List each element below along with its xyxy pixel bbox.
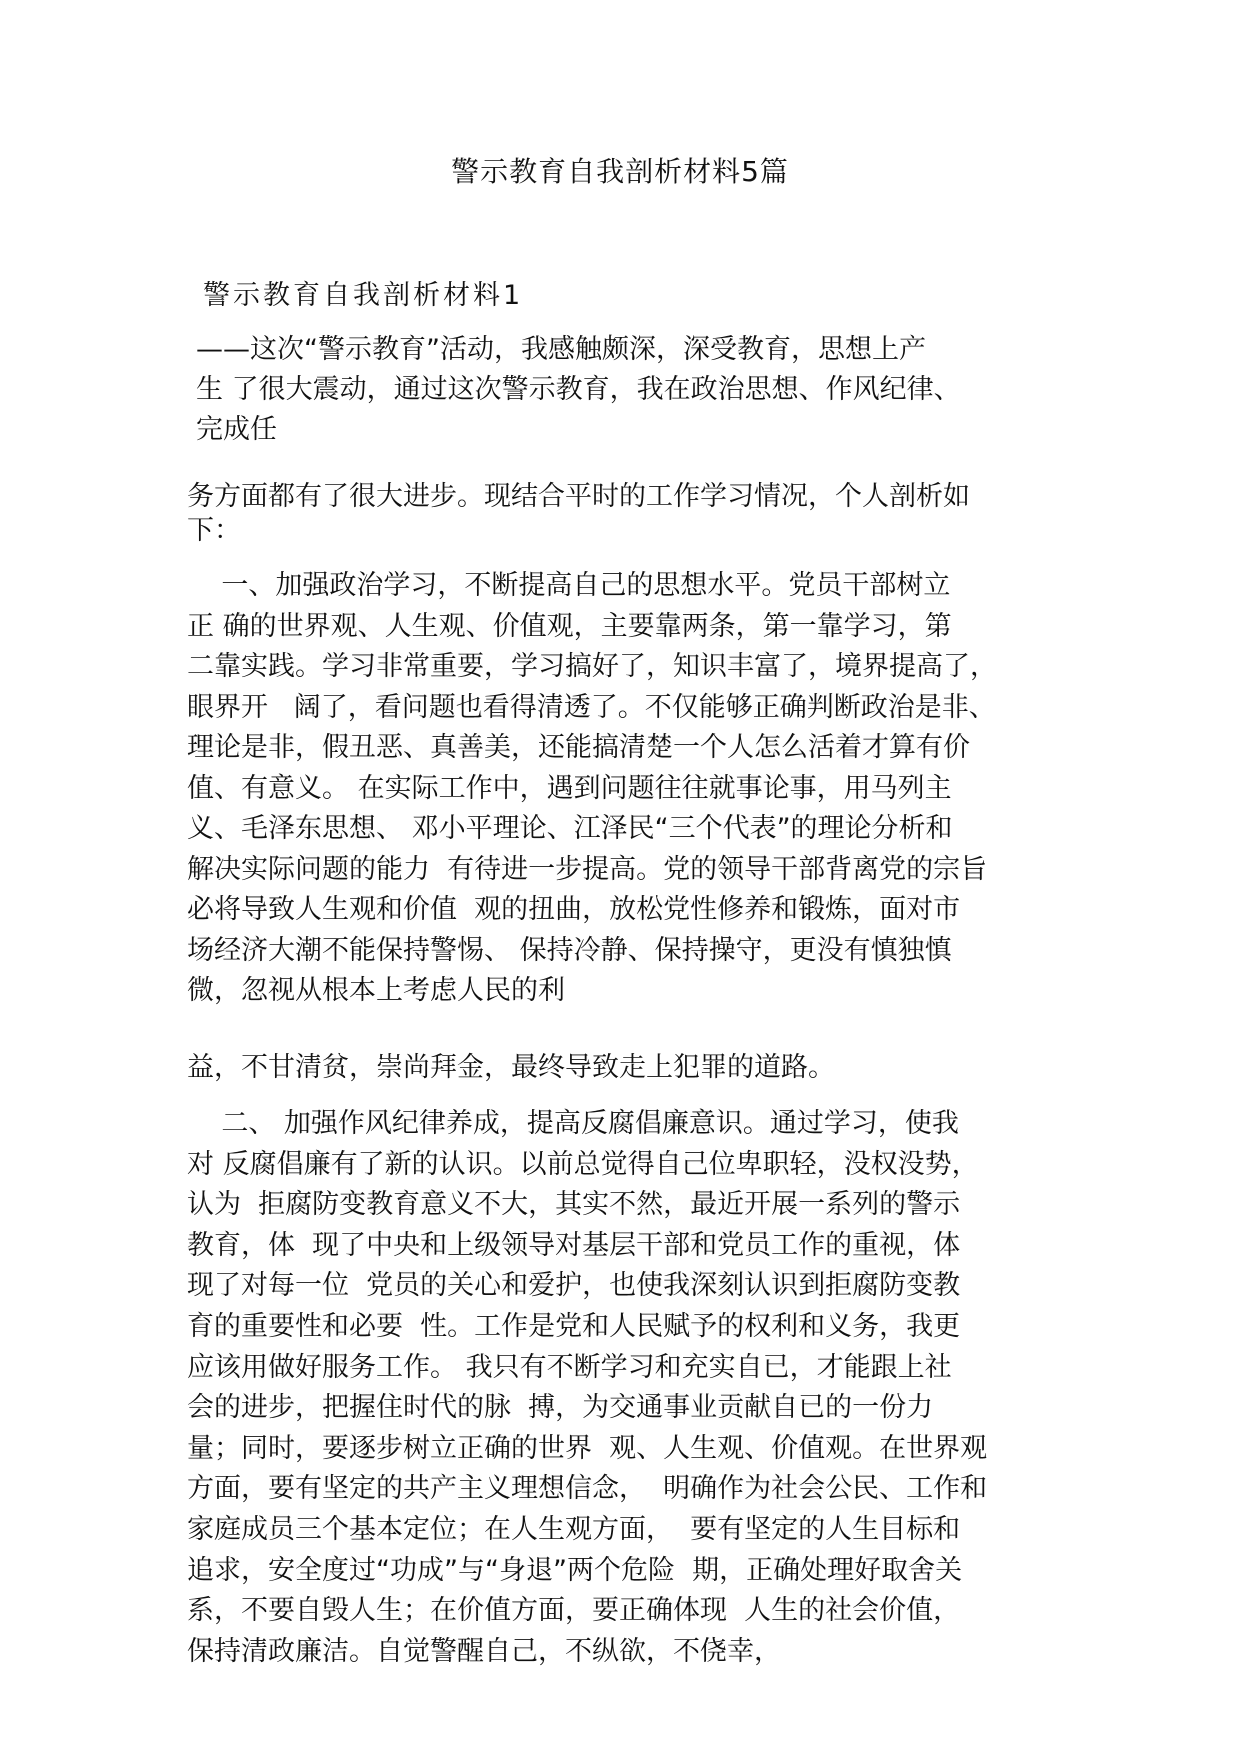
document-title: 警示教育自我剖析材料5篇 xyxy=(451,155,789,188)
section-heading: 警示教育自我剖析材料1 xyxy=(203,280,524,311)
paragraph-point-one: 一、加强政治学习，不断提高自己的思想水平。党员干部树立 正 确的世界观、人生观、价值观，主要靠两条，第一靠学习，第 二靠实践。学习非常重要，学习搞好了，知识丰富了，境界提高了， 眼界开 阔了，看问题也看得清透了。不仅能够正确判断政治是非、 理论是非，假丑恶、真善美，还能搞清楚一个人怎么活着才算有价 值、有意义。 在实际工作中，遇到问题往往就事论事，用马列主 义、毛泽东思想、 邓小平理论、江泽民“三个代表”的理论分析和 解决实际问题的能力 有待进一步提高。党的领导干部背离党的宗旨 必将导致人生观和价值 观的扭曲，放松党性修养和锻炼，面对市 场经济大潮不能保持警惕、 保持冷静、保持操守，更没有慎独慎 微，忽视从根本上考虑人民的利 xyxy=(187,570,997,1006)
paragraph-point-two: 二、 加强作风纪律养成，提高反腐倡廉意识。通过学习，使我 对 反腐倡廉有了新的认识。以前总觉得自己位卑职轻，没权没势， 认为 拒腐防变教育意义不大，其实不然，最近开展一系列的警示 教育，体 现了中央和上级领导对基层干部和党员工作的重视，体 现了对每一位 党员的关心和爱护，也使我深刻认识到拒腐防变教 育的重要性和必要 性。工作是党和人民赋予的权利和义务，我更 应该用做好服务工作。 我只有不断学习和充实自已，才能跟上社 会的进步，把握住时代的脉 搏，为交通事业贡献自已的一份力 量；同时，要逐步树立正确的世界 观、人生观、价值观。在世界观 方面，要有坚定的共产主义理想信念， 明确作为社会公民、工作和 家庭成员三个基本定位；在人生观方面， 要有坚定的人生目标和 追求，安全度过“功成”与“身退”两个危险 期，正确处理好取舍关 系，不要自毁人生；在价值方面，要正确体现 人生的社会价值， 保持清政廉洁。自觉警醒自己，不纵欲，不侥幸， xyxy=(187,1108,988,1667)
paragraph-intro-continued: 务方面都有了很大进步。现结合平时的工作学习情况，个人剖析如 下： xyxy=(187,481,970,546)
paragraph-point-one-end: 益，不甘清贫，崇尚拜金，最终导致走上犯罪的道路。 xyxy=(187,1052,835,1083)
paragraph-intro: ——这次“警示教育”活动，我感触颇深，深受教育，思想上产 生 了很大震动，通过这次警示教育，我在政治思想、作风纪律、 完成任 xyxy=(196,334,961,445)
